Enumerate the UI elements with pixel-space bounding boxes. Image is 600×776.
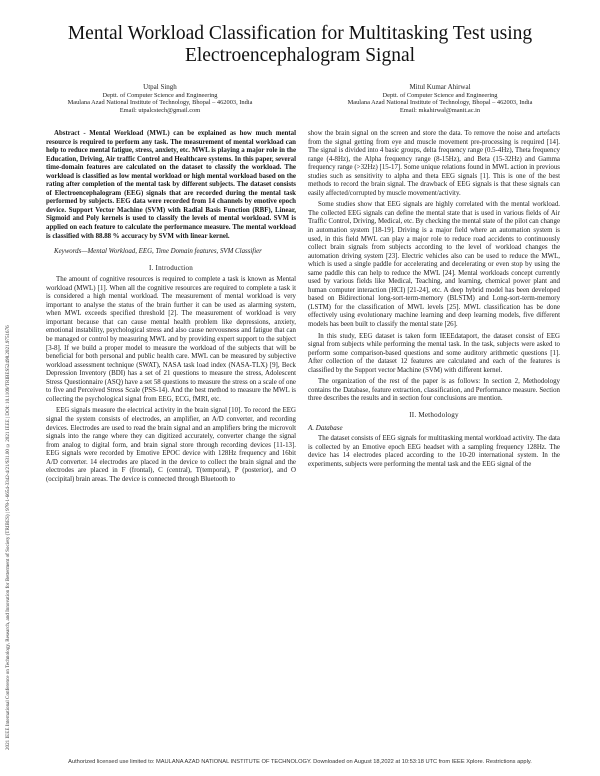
right-column: [308, 130, 560, 472]
author-institute: Maulana Azad National Institute of Technology, Bhopal – 462003, India: [347, 99, 533, 107]
subsection-heading-database: A. Database: [308, 423, 343, 432]
author-2: [320, 84, 560, 114]
body-paragraph: In this study, EEG dataset is taken form IEEEdataport, the dataset consist of EEG signal from subjects while performing the mental task. In the task, subjects were asked to perform some comparison-based questions and some auditory arithmetic questions [1]. After collection of the dataset 12 features are calculated and each of the features is classified by the Support vector Machine (SVM) with different kernel.: [308, 332, 560, 374]
body-paragraph: The organization of the rest of the paper is as follows: In section 2, Methodology contains the Database, feature extraction, classification, and Performance measure. Section three describes the results and in section four conclusions are mention.: [308, 378, 560, 403]
author-institute: Maulana Azad National Institute of Technology, Bhopal – 462003, India: [67, 99, 253, 107]
section-heading-methodology: II. Methodology: [409, 410, 459, 419]
author-dept: Deptt. of Computer Science and Engineering: [102, 91, 218, 99]
left-column: [46, 130, 296, 487]
abstract: Abstract - Mental Workload (MWL) can be explained as how much mental resource is required to perform any task. The measurement of mental workload can help to reduce mental fatigue, stress, anxiety, etc. MWL is playing a major role in the Education, Driving, Air traffic Control and Healthcare systems. In this paper, several time-domain features are calculated on the dataset to classify the workload. The workload is classified as low mental workload or high mental workload based on the rating after completion of the mental task by different subjects. The dataset consists of Electroencephalogram (EEG) signals that are recorded during the mental task performed by subjects. EEG data were recorded from 14 channels by emotive epoch device. Support Vector Machine (SVM) with Radial Basis Function (RBF), Linear, Sigmoid and Poly kernels is used to classify the levels of mental workload. SVM is applied on each feature to calculate the performance measure. The mental workload is classified with 88.88 % accuracy by SVM with linear kernel.: [46, 130, 296, 240]
keywords-text: —Mental Workload, EEG, Time Domain features, SVM Classifier: [81, 248, 262, 256]
body-paragraph: Some studies show that EEG signals are highly correlated with the mental workload. The collected EEG signals can define the mental state that is used in various fields of Air Traffic Control, Driving, Medical, etc. By checking the mental state of the pilot can change in automation system [18-19]. Driving is a major field where an automation system is used, in this field MWL can play a major role to reduce road accidents to continuously collect brain signals from subjects according to the level of workload changes the automation driving system [23]. Electric vehicles also can be used to reduce the MWL, which is used a single paddle for accelerating and decelerating or even stop by using the same paddle this can help to reduce the MWL [24]. Mental workloads concept currently used by various fields like Medical, Teaching, and learning, chemical power plant and human computer interaction (HCI) [21-24], etc. A deep hybrid model has been developed based on Bidirectional long-sort-term-memory (BLSTM) and Long-sort-term-memory (LSTM) for the classification of MWL levels [25]. MWL classification has be done effectively using evolutionary machine learning and deep learning models, five different models has been built to classify the mental state [26].: [308, 201, 560, 329]
section-heading-introduction: I. Introduction: [149, 263, 193, 272]
author-email: Email: mkahirwal@manit.ac.in: [399, 106, 481, 114]
author-name: Utpal Singh: [143, 83, 177, 91]
paper-title: Mental Workload Classification for Multitasking Test using Electroencephalogram Signal: [67, 23, 533, 66]
body-paragraph: The dataset consists of EEG signals for multitasking mental workload activity. The data is collected by an Emotive epoch EEG headset with a sampling frequency 128Hz. The device has 14 electrodes placed according to the 10-20 international system. In the experiments, subjects were performing the mental task and the EEG signal of the: [308, 435, 560, 468]
body-paragraph: The amount of cognitive resources is required to complete a task is known as Mental workload (MWL) [1]. When all the cognitive resources are required to complete a task it is considered a high mental workload. The measurement of mental workload is very important to analyse the status of the brain further it can be used as alarming system, when MWL exceeds specified threshold [2]. The measurement of workload is very important because that can cause mental health problem like depressions, anxiety, emotional instability, psychological stress and also cause nervousness and fatigue that can be managed or control by measuring MWL and by providing expert support to the subject [3-8]. If we build a proper model to measure the workload of the subjects that will be beneficial for both personal and public health care. MWL can be measured by subjective workload assessment technique (SWAT), NASA task load index (NASA-TLX) [9], Beck Depression Inventory (BDI) has a set of 21 questions to measure the stress, Adolescent Stress Questionnaire (ASQ) have a set 58 questions to measure the stress on a scale of one to five and Perceived Stress Scale (PSS-14). And the best method to measure the MWL is collecting the psychological signal from EEG, ECG, fMRI, etc.: [46, 276, 296, 403]
keywords: [46, 248, 296, 257]
body-paragraph: EEG signals measure the electrical activity in the brain signal [10]. To record the EEG signal the system consists of electrodes, an amplifier, an A/D converter, and recording devices. Electrodes are used to read the brain signal and an amplifiers bring the microvolt signals into the range where they can digitized accurately, converter change the signal from analog to digital form, and brain signal store through recording devices [11-13]. EEG signals were recorded by Emotive EPOC device with 128Hz frequency and 16bit A/D converter. 14 electrodes are placed in the device to collect the brain signal and the electrodes are placed in F (frontal), C (central), T(temporal), P (posterior), and O (occipital) brain areas. The device is connected through Bluetooth to: [46, 407, 296, 483]
author-email: Email: utpalcstech@gmail.com: [119, 106, 201, 114]
license-footer: Authorized licensed use limited to: MAULANA AZAD NATIONAL INSTITUTE OF TECHNOLOGY. Downloaded on August 18,2022 at 10:53:18 UTC from IEEE Xplore. Restrictions apply.: [68, 759, 532, 765]
author-1: [50, 84, 270, 114]
publication-sidebar: 2021 IEEE International Conference on Technology, Research, and Innovation for Betterment of Society (TRIBES) | 978-1-6654-3342-4/21/$31.00 ©2021 IEEE | DOI: 10.1109/TRIBES52498.2021.9751676: [5, 325, 11, 750]
author-dept: Deptt. of Computer Science and Engineering: [382, 91, 498, 99]
body-paragraph: show the brain signal on the screen and store the data. To remove the noise and artefacts from the signal getting from eye and muscle movement pre-processing is required [14]. The signal is divided into 4 basic groups, delta frequency range (0.5-4Hz), Theta frequency range (4-8Hz), the Alpha frequency range (8-15Hz), and Beta (15-32Hz) and Gamma frequency range (>32Hz) [15-17]. Some unique relations found in MWL action in previous studies such as sensitivity to alpha and theta EEG signals [1]. This is one of the best methods to record the brain signal. The drawback of EEG signals is that these signals can easily affected/corrupted by muscle movement/activity.: [308, 130, 560, 197]
author-name: Mitul Kumar Ahirwal: [409, 83, 471, 91]
keywords-label: Keywords: [54, 248, 82, 256]
